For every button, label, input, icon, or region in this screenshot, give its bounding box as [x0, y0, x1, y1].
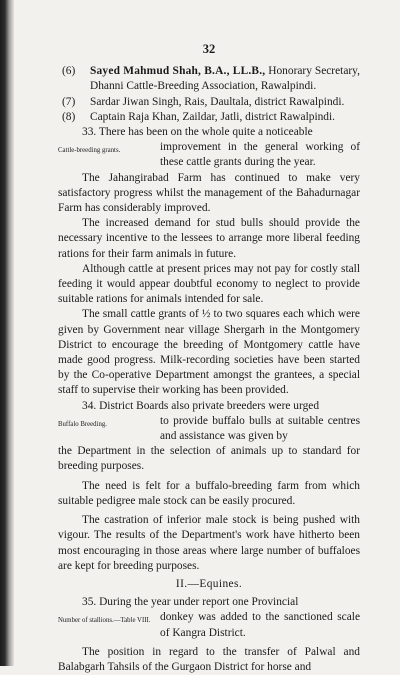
list-item	[58, 110, 360, 125]
list-item-text: Sardar Jiwan Singh, Rais, Daultala, district Rawalpindi.	[90, 95, 345, 108]
paragraph-tail: the Department in the selection of animals up to standard for breeding purposes.	[58, 445, 360, 473]
margin-note-buffalo-breeding: Buffalo Breeding.	[58, 420, 107, 428]
paragraph-side-text: improvement in the general working of these cattle grants during the year.	[160, 141, 360, 169]
paragraph: The need is felt for a buffalo-breeding farm from which suitable pedigree male stock can be easily procured.	[58, 479, 360, 507]
page-number: 32	[202, 42, 216, 56]
margin-note-cattle-breeding-grants: Cattle-breeding grants.	[58, 147, 121, 155]
member-list	[58, 64, 360, 125]
section-heading: II.—Equines.	[175, 577, 243, 590]
margin-note-number-of-stallions: Number of stallions.—Table VIII.	[58, 617, 151, 625]
paragraph: The small cattle grants of ½ to two squares each which were given by Government near village Shergarh in the Montgomery District to encourage the breeding of Montgomery cattle have made good progress. Milk-recording societies have been started by the Co-operative Department amongst the grantees, a special staff to supervise their working has been provided.	[58, 308, 360, 397]
paragraph-lead-line: 34. District Boards also private breeders were urged	[82, 399, 320, 412]
paragraph-lead-line: 35. During the year under report one Provincial	[82, 596, 299, 609]
list-item	[58, 95, 360, 110]
paragraph-side-text: to provide buffalo bulls at suitable centres and assistance was given by	[160, 414, 360, 443]
list-item-text: Captain Raja Khan, Zaildar, Jatli, district Rawalpindi.	[90, 110, 336, 123]
paragraph-lead-line: 33. There has been on the whole quite a noticeable	[82, 126, 313, 139]
book-binding-edge	[0, 0, 14, 666]
paragraph: The position in regard to the transfer of Palwal and Balabgarh Tahsils of the Gurgaon District for horse and	[58, 645, 360, 673]
list-item-name: Sayed Mahmud Shah, B.A., LL.B.,	[90, 65, 266, 78]
paragraph: The Jahangirabad Farm has continued to make very satisfactory progress whilst the management of the Bahadurnagar Farm has considerably improved.	[58, 171, 360, 215]
paragraph: Although cattle at present prices may not pay for costly stall feeding it would appear doubtful economy to neglect to provide suitable rations for animals intended for sale.	[58, 262, 360, 306]
paragraph-33	[58, 125, 360, 171]
paragraph-34	[58, 399, 360, 475]
paragraph-side-text: donkey was added to the sanctioned scale of Kangra District.	[160, 611, 360, 639]
list-item	[58, 64, 360, 94]
paragraph: The increased demand for stud bulls should provide the necessary incentive to the lessees to arrange more liberal feeding rations for their farm animals in future.	[58, 217, 360, 260]
list-item-number: (6)	[62, 65, 76, 78]
list-item-number: (7)	[62, 95, 76, 108]
list-item-number: (8)	[62, 110, 76, 123]
document-page	[58, 42, 360, 675]
paragraph-35	[58, 595, 360, 641]
list-item-text: Honorary Secretary, Dhanni Cattle-Breeding Association, Rawalpindi.	[90, 65, 360, 93]
paragraph: The castration of inferior male stock is being pushed with vigour. The results of the Department's work have hitherto been most encouraging in those areas where large number of buffaloes are kept for breeding purposes.	[58, 514, 360, 572]
